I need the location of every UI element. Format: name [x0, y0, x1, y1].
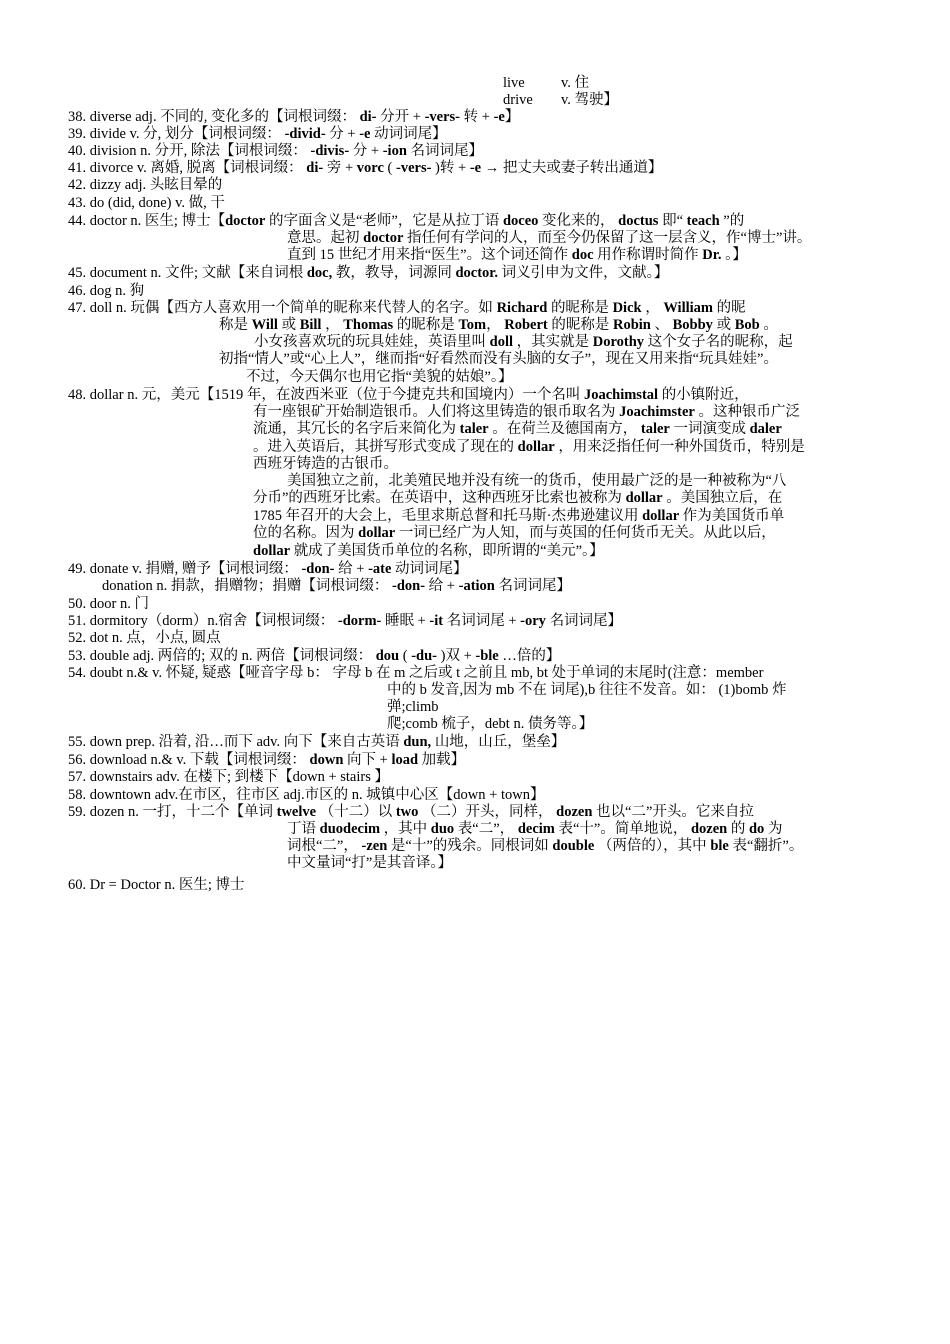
entry-line: 54. doubt n.& v. 怀疑, 疑惑【哑音字母 b： 字母 b 在 m 之后或 t 之前且 mb, bt 处于单词的末尾时(注意：member [68, 665, 764, 681]
bold-term: dollar [253, 543, 291, 559]
bold-term: -ation [458, 578, 495, 594]
bold-term: dou [375, 648, 400, 664]
bold-term: load [391, 752, 419, 768]
entry-line: 意思。起初 doctor 指任何有学问的人，而至今仍保留了这一层含义，作“博士”讲。 [287, 230, 812, 246]
entry-line: 1785 年召开的大会上，毛里求斯总督和托马斯·杰弗逊建议用 dollar 作为美国货币单 [253, 508, 785, 524]
bold-term: -ion [382, 143, 407, 159]
entry-line: 有一座银矿开始制造银币。人们将这里铸造的银币取名为 Joachimster 。这种银币广泛 [253, 404, 800, 420]
entry-line: 分币”的西班牙比索。在英语中，这种西班牙比索也被称为 dollar 。美国独立后，在 [253, 490, 783, 506]
bold-term: di- [359, 109, 377, 125]
bold-term: -dorm- [337, 613, 382, 629]
entry-line: 45. document n. 文件; 文献【来自词根 doc, 教，教导，词源同 doctor. 词义引申为文件，文献。】 [68, 265, 669, 281]
entry-line: 中的 b 发音,因为 mb 不在 词尾),b 往往不发音。如： (1)bomb 炸 [387, 682, 787, 698]
bold-term: down [309, 752, 344, 768]
entry-line: 47. doll n. 玩偶【西方人喜欢用一个简单的昵称来代替人的名字。如 Richard 的昵称是 Dick ， William 的昵 [68, 300, 746, 316]
bold-term: taler [640, 421, 670, 437]
entry-line: 称是 Will 或 Bill ， Thomas 的昵称是 Tom， Robert 的昵称是 Robin 、 Bobby 或 Bob 。 [219, 317, 778, 333]
bold-term: doceo [502, 213, 539, 229]
bold-term: taler [459, 421, 489, 437]
entry-line: 弹;climb [387, 699, 439, 715]
bold-term: doll [489, 334, 513, 350]
bold-term: dozen [690, 821, 728, 837]
entry-line: 38. diverse adj. 不同的, 变化多的【词根词缀： di- 分开 + -vers- 转 + -e】 [68, 109, 520, 125]
bold-term: Dr. [702, 247, 722, 263]
bold-term: ble [710, 838, 729, 854]
entry-line: 50. door n. 门 [68, 596, 149, 612]
bold-term: William [663, 300, 713, 316]
bold-term: dun, [403, 734, 432, 750]
bold-term: Tom [458, 317, 487, 333]
entry-line: 直到 15 世纪才用来指“医生”。这个词还简作 doc 用作称谓时简作 Dr. 。】 [287, 247, 747, 263]
entry-line: 。进入英语后，其拼写形式变成了现在的 dollar ，用来泛指任何一种外国货币，特别是 [253, 439, 805, 455]
entry-line: 美国独立之前，北美殖民地并没有统一的货币，使用最广泛的是一种被称为“八 [287, 473, 787, 489]
bold-term: decim [517, 821, 555, 837]
bold-term: -du- [411, 648, 437, 664]
bold-term: -ate [368, 561, 392, 577]
entry-line: 44. doctor n. 医生; 博士【doctor 的字面含义是“老师”，它是从拉丁语 doceo 变化来的， doctus 即“ teach ”的 [68, 213, 745, 229]
entry-line: 51. dormitory（dorm）n.宿舍【词根词缀： -dorm- 睡眠 + -it 名词词尾 + -ory 名词词尾】 [68, 613, 623, 629]
bold-term: Bob [734, 317, 760, 333]
row-pos: v. [561, 75, 571, 91]
row-word: drive [503, 92, 533, 108]
bold-term: Bill [299, 317, 322, 333]
entry-line: 48. dollar n. 元，美元【1519 年，在波西米亚（位于今捷克共和国境内）一个名叫 Joachimstal 的小镇附近， [68, 387, 749, 403]
entry-line: 中文量词“打”是其音译。】 [287, 855, 453, 871]
bold-term: doctus [618, 213, 659, 229]
bold-term: Joachimster [619, 404, 695, 420]
bold-term: Robin [612, 317, 651, 333]
bold-term: -don- [301, 561, 335, 577]
bold-term: dozen [556, 804, 593, 820]
entry-line: 49. donate v. 捐赠, 赠予【词根词缀： -don- 给 + -ate 动词词尾】 [68, 561, 468, 577]
bold-term: -e [359, 126, 371, 142]
entry-line: dollar 就成了美国货币单位的名称，即所谓的“美元”。】 [253, 543, 604, 559]
bold-term: Dick [612, 300, 642, 316]
entry-line: 57. downstairs adv. 在楼下; 到楼下【down + stairs 】 [68, 769, 389, 785]
bold-term: -vers- [396, 160, 432, 176]
entry-line: 58. downtown adv.在市区，往市区 adj.市区的 n. 城镇中心区【down + town】 [68, 787, 545, 803]
bold-term: doctor [363, 230, 404, 246]
bold-term: daler [749, 421, 782, 437]
bold-term: dollar [625, 490, 663, 506]
entry-line: 丁语 duodecim ，其中 duo 表“二”， decim 表“十”。简单地说， dozen 的 do 为 [287, 821, 783, 837]
top-row [503, 75, 589, 92]
entry-line: 不过，今天偶尔也用它指“美貌的姑娘”。】 [246, 369, 513, 385]
entry-line: 59. dozen n. 一打，十二个【单词 twelve （十二）以 two （二）开头，同样， dozen 也以“二”开头。它来自拉 [68, 804, 754, 820]
entry-line: 56. download n.& v. 下载【词根词缀： down 向下 + load 加载】 [68, 752, 466, 768]
entry-line: 小女孩喜欢玩的玩具娃娃，英语里叫 doll ，其实就是 Dorothy 这个女子名的昵称，起 [254, 334, 793, 350]
entry-line: 55. down prep. 沿着, 沿…而下 adv. 向下【来自古英语 dun, 山地，山丘，堡垒】 [68, 734, 566, 750]
bold-term: doc [571, 247, 594, 263]
entry-line: 爬;comb 梳子，debt n. 债务等。】 [387, 716, 594, 732]
entry-line: 西班牙铸造的古银币。 [253, 456, 398, 472]
bold-term: doc, [306, 265, 333, 281]
bold-term: Will [251, 317, 278, 333]
entry-line: 初指“情人”或“心上人”，继而指“好看然而没有头脑的女子”，现在又用来指“玩具娃娃”。 [219, 351, 778, 367]
bold-term: Joachimstal [583, 387, 659, 403]
bold-term: dollar [358, 525, 396, 541]
entry-line: 词根“二”， -zen 是“十”的残余。同根词如 double （两倍的），其中 ble 表“翻折”。 [287, 838, 804, 854]
bold-term: di- [306, 160, 324, 176]
entry-line: 流通，其冗长的名字后来简化为 taler 。在荷兰及德国南方， taler 一词演变成 daler [253, 421, 782, 437]
bold-term: twelve [276, 804, 317, 820]
bold-term: -e [493, 109, 505, 125]
entry-line: 43. do (did, done) v. 做, 干 [68, 195, 225, 211]
bold-term: -zen [361, 838, 388, 854]
row-meaning: 住 [574, 75, 590, 91]
top-row [503, 92, 618, 109]
row-meaning: 驾驶】 [574, 92, 619, 108]
entry-line: 52. dot n. 点，小点, 圆点 [68, 630, 221, 646]
bold-term: -e [469, 160, 482, 176]
bold-term: Dorothy [592, 334, 645, 350]
bold-term: vorc [356, 160, 384, 176]
bold-term: dollar [642, 508, 680, 524]
bold-term: -don- [392, 578, 426, 594]
entry-line: 46. dog n. 狗 [68, 283, 145, 299]
bold-term: Robert [504, 317, 548, 333]
bold-term: -ble [475, 648, 499, 664]
entry-line: 40. division n. 分开, 除法【词根词缀： -divis- 分 + -ion 名词词尾】 [68, 143, 484, 159]
entry-line: 41. divorce v. 离婚, 脱离【词根词缀： di- 旁 + vorc ( -vers- )转 + -e → 把丈夫或妻子转出通道】 [68, 160, 663, 176]
bold-term: -ory [520, 613, 546, 629]
bold-term: teach [686, 213, 720, 229]
entry-line: 位的名称。因为 dollar 一词已经广为人知，而与英国的任何货币无关。从此以后， [253, 525, 776, 541]
bold-term: Bobby [672, 317, 713, 333]
row-pos: v. [561, 92, 571, 108]
bold-term: doctor. [455, 265, 499, 281]
bold-term: -it [429, 613, 444, 629]
bold-term: dollar [517, 439, 555, 455]
bold-term: -vers- [424, 109, 460, 125]
entry-line: 42. dizzy adj. 头眩目晕的 [68, 177, 223, 193]
bold-term: Thomas [343, 317, 394, 333]
entry-line: donation n. 捐款，捐赠物；捐赠【词根词缀： -don- 给 + -ation 名词词尾】 [102, 578, 571, 594]
bold-term: duodecim [319, 821, 381, 837]
bold-term: two [395, 804, 419, 820]
bold-term: double [552, 838, 595, 854]
bold-term: Richard [496, 300, 548, 316]
bold-term: -divis- [310, 143, 350, 159]
bold-term: do [748, 821, 765, 837]
entry-line: 53. double adj. 两倍的; 双的 n. 两倍【词根词缀： dou ( -du- )双 + -ble …倍的】 [68, 648, 561, 664]
entry-line: 60. Dr = Doctor n. 医生; 博士 [68, 877, 245, 893]
row-word: live [503, 75, 525, 91]
entry-line: 39. divide v. 分, 划分【词根词缀： -divid- 分 + -e 动词词尾】 [68, 126, 447, 142]
bold-term: duo [430, 821, 455, 837]
bold-term: doctor [225, 213, 266, 229]
bold-term: -divid- [284, 126, 326, 142]
